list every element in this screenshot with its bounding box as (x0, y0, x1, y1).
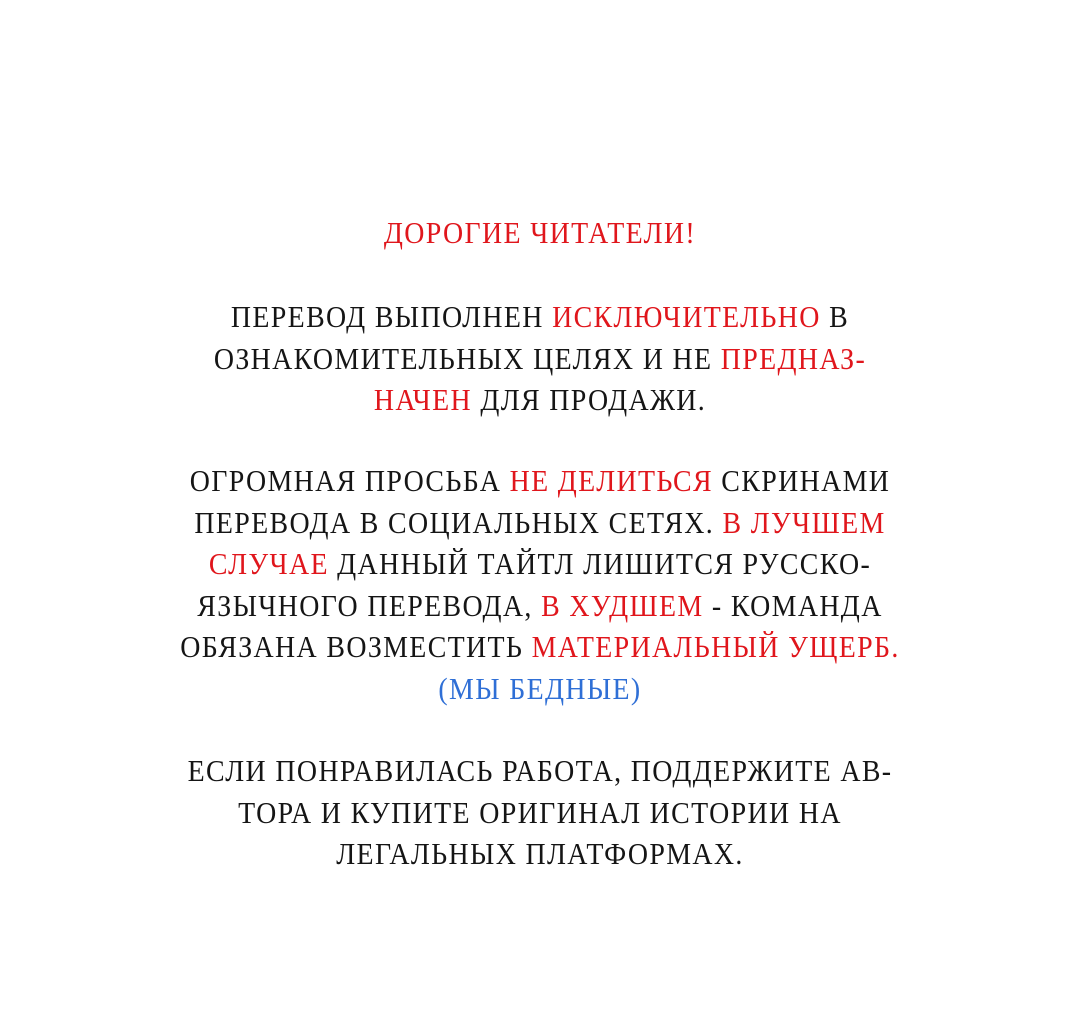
text-segment: ПЕРЕВОД ВЫПОЛНЕН (230, 299, 553, 334)
highlight-segment: В ЛУЧШЕМ (722, 504, 886, 540)
aside-note: (МЫ БЕДНЫЕ) (438, 670, 642, 706)
paragraph-line: ТОРА И КУПИТЕ ОРИГИНАЛ ИСТОРИИ НА (238, 794, 842, 830)
paragraph-line (54, 543, 1026, 585)
text-segment: ПЕРЕВОДА В СОЦИАЛЬНЫХ СЕТЯХ. (194, 504, 723, 540)
highlight-segment: НАЧЕН (373, 382, 472, 417)
text-segment: - КОМАНДА (703, 587, 883, 623)
highlight-segment: МАТЕРИАЛЬНЫЙ УЩЕРБ. (531, 629, 900, 664)
text-segment: В (820, 299, 850, 334)
paragraph-line (54, 585, 1026, 627)
highlight-segment: СЛУЧАЕ (208, 546, 329, 581)
paragraph-line (54, 502, 1026, 544)
notice-title: ДОРОГИЕ ЧИТАТЕЛИ! (383, 215, 697, 250)
text-segment: ОГРОМНАЯ ПРОСЬБА (189, 463, 510, 498)
paragraph-line (54, 460, 1026, 502)
paragraph-line: ЛЕГАЛЬНЫХ ПЛАТФОРМАХ. (336, 836, 744, 871)
highlight-segment: НЕ ДЕЛИТЬСЯ (509, 463, 713, 498)
text-segment: ДЛЯ ПРОДАЖИ. (471, 382, 707, 417)
translation-disclaimer-paragraph (54, 296, 1026, 421)
text-segment: ОБЯЗАНА ВОЗМЕСТИТЬ (180, 629, 532, 664)
highlight-segment: В ХУДШЕМ (541, 587, 704, 623)
text-segment: ДАННЫЙ ТАЙТЛ ЛИШИТСЯ РУССКО- (328, 546, 872, 581)
support-author-paragraph (54, 750, 1026, 875)
paragraph-line (54, 338, 1026, 380)
highlight-segment: ИСКЛЮЧИТЕЛЬНО (552, 299, 821, 334)
paragraph-line: ЕСЛИ ПОНРАВИЛАСЬ РАБОТА, ПОДДЕРЖИТЕ АВ- (187, 753, 893, 788)
paragraph-line (54, 626, 1026, 668)
highlight-segment: ПРЕДНАЗ- (720, 340, 867, 376)
sharing-request-paragraph (54, 460, 1026, 709)
text-segment: ОЗНАКОМИТЕЛЬНЫХ ЦЕЛЯХ И НЕ (213, 340, 721, 376)
text-segment: СКРИНАМИ (712, 463, 891, 498)
text-segment: ЯЗЫЧНОГО ПЕРЕВОДА, (197, 587, 542, 623)
paragraph-line (54, 296, 1026, 338)
paragraph-line (54, 379, 1026, 421)
notice-title-block (54, 212, 1026, 254)
